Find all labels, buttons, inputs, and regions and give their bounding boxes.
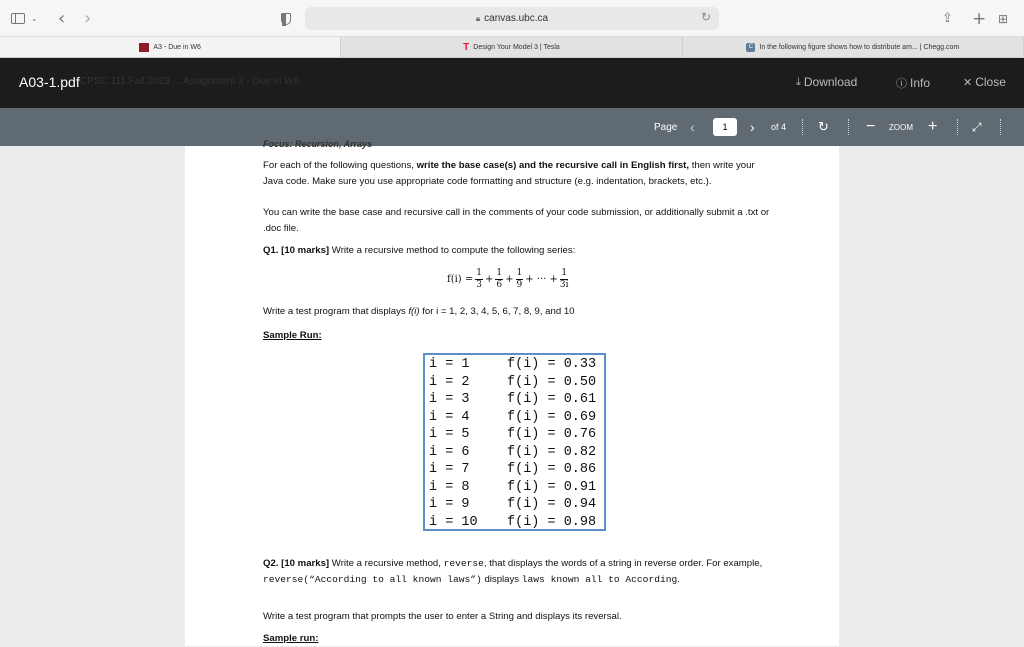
tab-label: Design Your Model 3 | Tesla (473, 43, 560, 51)
divider (848, 119, 849, 135)
new-tab-icon[interactable]: + (972, 8, 987, 29)
info-icon: ⓘ (896, 77, 907, 90)
sample-run-i: i = 5 (429, 427, 470, 442)
code-text: laws known all to According (521, 573, 678, 585)
sample-run-f: f(i) = 0.98 (507, 514, 597, 530)
sample-run-heading-2: Sample run: (263, 633, 319, 644)
sample-run-row (429, 374, 600, 392)
question-text: Write a recursive method to compute the following series: (329, 245, 576, 256)
text: For each of the following questions, (263, 160, 417, 171)
series-formula: f(i) = $\frac{1}{3}$ + $\frac{1}{6}$ + $\frac{1}{9}$ + ··· + $\frac{1}{3i}$ (447, 268, 569, 290)
download-label: Download (803, 75, 858, 89)
privacy-shield-icon[interactable] (281, 0, 291, 37)
denominator: 3i (559, 280, 569, 290)
address-bar[interactable] (305, 7, 719, 30)
sample-run-row (429, 496, 600, 514)
close-button[interactable] (963, 75, 1006, 89)
url-text: canvas.ubc.ca (484, 13, 549, 24)
sample-run-f: f(i) = 0.61 (507, 392, 597, 407)
tab-label: A3 - Due in W6 (153, 43, 201, 51)
sample-run-row (429, 444, 600, 462)
chevron-down-icon[interactable]: ⌄ (31, 14, 38, 23)
tab-overview-icon[interactable]: ⊞ (998, 11, 1009, 26)
text: . (677, 573, 680, 585)
text: , that displays the words of a string in reverse order. For example, (483, 558, 763, 569)
sample-run-row (429, 356, 600, 374)
italic-text: f(i) (408, 306, 420, 317)
denominator: 3 (476, 280, 482, 290)
numerator: 1 (516, 268, 523, 278)
sample-run-f: f(i) = 0.76 (507, 427, 597, 442)
sample-run-row (429, 514, 600, 532)
background-page-title: CPSC 111 Fall 2023 ... Assignment 3 - Due in W6 (80, 76, 300, 87)
page-count: of 4 (771, 122, 787, 132)
file-name: A03-1.pdf (19, 74, 80, 90)
sample-run-f: f(i) = 0.69 (507, 409, 597, 425)
previous-page-icon[interactable]: ‹ (690, 119, 695, 135)
numerator: 1 (476, 268, 482, 278)
denominator: 6 (496, 280, 503, 290)
back-arrow-icon[interactable]: ‹ (58, 8, 66, 29)
zoom-out-icon[interactable]: − (866, 118, 876, 135)
question-1 (263, 243, 773, 259)
chegg-favicon-icon: C (746, 43, 755, 52)
rotate-icon[interactable]: ↻ (818, 119, 829, 135)
sample-run-row (429, 409, 600, 427)
zoom-in-icon[interactable]: + (928, 118, 938, 135)
page-label: Page (654, 121, 678, 133)
ubc-favicon-icon (139, 43, 149, 52)
zoom-label: ZOOM (889, 122, 913, 132)
sample-run-f: f(i) = 0.86 (507, 462, 597, 477)
tab-label: In the following figure shows how to distribute am... | Chegg.com (759, 43, 960, 51)
section-heading: Focus: Recursion, Arrays (263, 139, 373, 149)
download-button[interactable] (796, 75, 857, 89)
sample-run-i: i = 4 (429, 409, 470, 425)
pdf-viewer-header (0, 58, 1024, 108)
info-button[interactable] (896, 75, 930, 91)
sample-run-row (429, 426, 600, 444)
formula-lhs: f(i) = (447, 274, 474, 285)
text: Write a recursive method, (329, 558, 444, 569)
denominator: 9 (516, 280, 523, 290)
tab-tesla[interactable] (341, 37, 682, 57)
sample-run-row (429, 391, 600, 409)
sample-run-f: f(i) = 0.50 (507, 374, 597, 390)
test-program-instruction-2: Write a test program that prompts the user to enter a String and displays its reversal. (263, 611, 622, 622)
sample-run-f: f(i) = 0.33 (507, 357, 597, 372)
close-label: Close (975, 75, 1006, 89)
numerator: 1 (496, 268, 503, 278)
sample-run-i: i = 10 (429, 514, 478, 530)
pdf-page (185, 139, 839, 646)
reload-icon[interactable]: ↻ (700, 10, 711, 24)
close-icon: ✕ (963, 75, 973, 89)
test-program-instruction (263, 304, 773, 320)
sample-run-row (429, 461, 600, 479)
formula-ellipsis: + ··· + (525, 274, 558, 285)
code-text: reverse (443, 558, 484, 569)
info-label: Info (910, 76, 931, 90)
next-page-icon[interactable]: › (750, 119, 755, 135)
text: displays (481, 573, 522, 585)
fullscreen-icon[interactable]: ⤢ (972, 119, 982, 134)
code-text: reverse(“According to all known laws”) (263, 573, 482, 585)
tab-bar (0, 37, 1024, 58)
sample-run-f: f(i) = 0.82 (507, 444, 597, 460)
sidebar-toggle-icon[interactable] (10, 0, 26, 37)
fraction (475, 268, 483, 291)
text: Write a test program that displays (263, 306, 409, 317)
sample-run-i: i = 3 (429, 392, 470, 407)
question-label: Q2. [10 marks] (263, 558, 330, 569)
fraction (516, 268, 524, 291)
share-icon[interactable]: ⇪ (942, 11, 953, 26)
text: then write your Java code. Make sure you use appropriate code formatting and structure (e.g. indentation, brackets, etc.). (263, 160, 755, 187)
question-2 (263, 556, 773, 587)
sample-run-heading: Sample Run: (263, 330, 322, 341)
question-label: Q1. [10 marks] (263, 245, 330, 256)
numerator: 1 (561, 268, 568, 278)
page-number-value[interactable]: 1 (713, 118, 737, 136)
divider (802, 119, 803, 135)
fraction (560, 268, 569, 291)
browser-toolbar (0, 0, 1024, 37)
divider (957, 119, 958, 135)
sample-run-i: i = 7 (429, 462, 470, 477)
sample-run-i: i = 6 (429, 444, 470, 460)
sample-run-row (429, 479, 600, 497)
tab-canvas[interactable] (0, 37, 341, 57)
tab-chegg[interactable] (683, 37, 1024, 57)
tesla-favicon-icon: T (463, 41, 470, 53)
download-icon: ⤓ (796, 75, 801, 88)
submission-paragraph: You can write the base case and recursive call in the comments of your code submission, or additionally submit a .txt or .doc file. (263, 207, 770, 234)
sample-run-f: f(i) = 0.91 (507, 479, 597, 495)
text: for i = 1, 2, 3, 4, 5, 6, 7, 8, 9, and 10 (419, 306, 575, 317)
lock-icon: 🔒︎ (475, 13, 481, 23)
sample-run-i: i = 9 (429, 497, 470, 512)
bold-text: write the base case(s) and the recursive call in English first, (416, 160, 690, 171)
instructions-paragraph (263, 158, 773, 189)
document-area[interactable] (0, 139, 1024, 644)
sample-run-output (423, 353, 606, 531)
sample-run-i: i = 8 (429, 479, 470, 495)
sample-run-i: i = 2 (429, 374, 470, 390)
forward-arrow-icon[interactable]: › (84, 8, 92, 29)
sample-run-i: i = 1 (429, 357, 470, 372)
sample-run-f: f(i) = 0.94 (507, 497, 597, 512)
fraction (495, 268, 503, 291)
divider (1000, 119, 1001, 135)
